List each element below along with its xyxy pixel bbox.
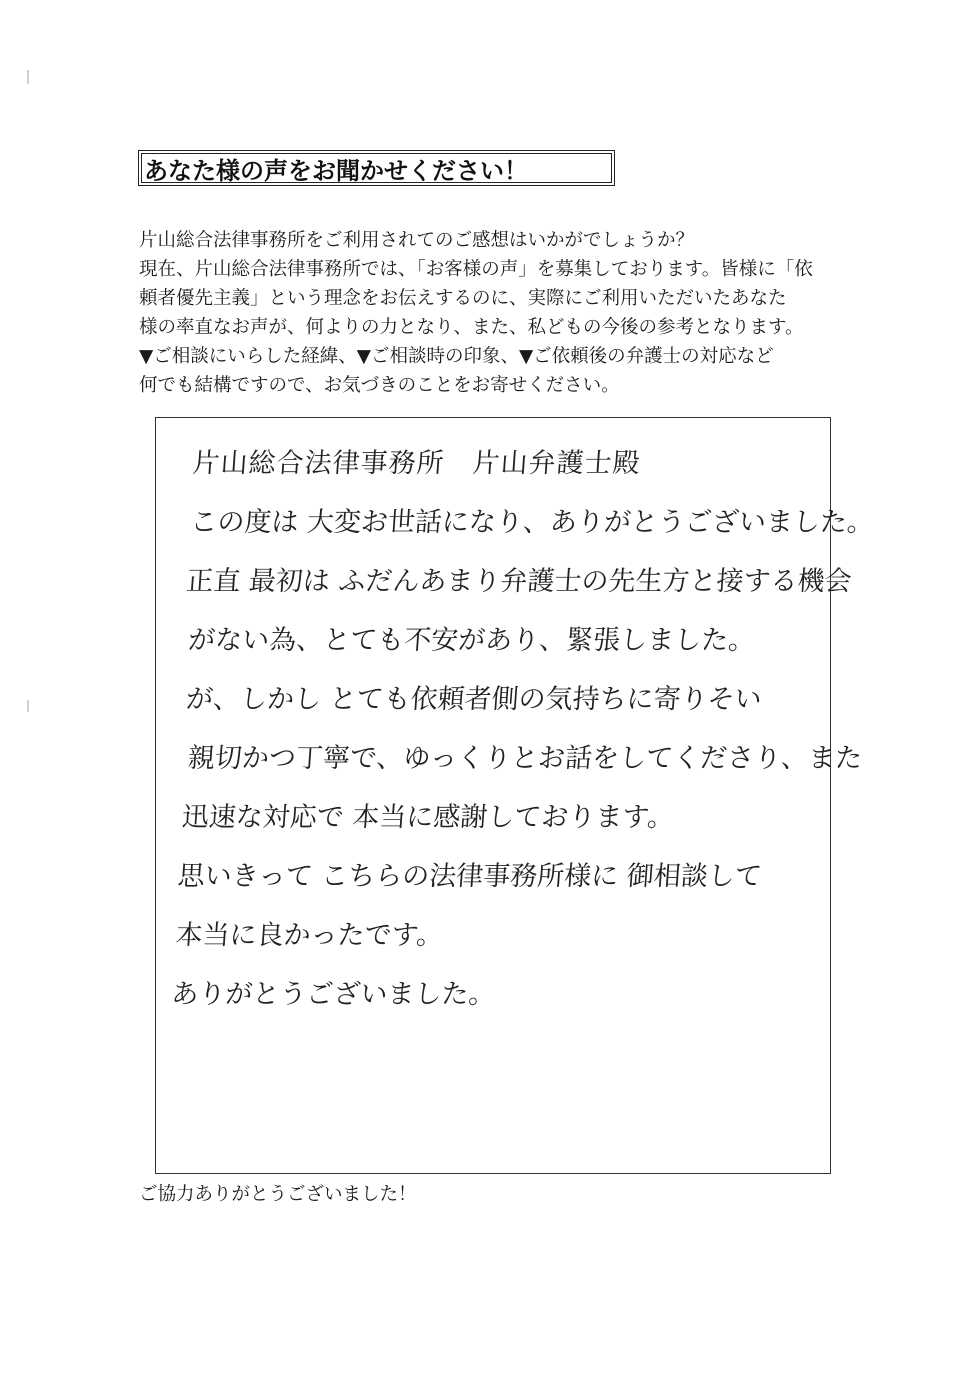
letter-line: 思いきって こちらの法律事務所様に 御相談して [176,861,763,892]
letter-line: 迅速な対応で 本当に感謝しております。 [180,802,676,833]
letter-line: 正直 最初は ふだんあまり弁護士の先生方と接する機会 [185,566,853,597]
intro-paragraph [139,226,859,400]
intro-line: ▼ご相談にいらした経緯、▼ご相談時の印象、▼ご依頼後の弁護士の対応など [139,346,774,367]
handwritten-letter-box [155,417,876,1174]
letter-line: がない為、とても不安があり、緊張しました。 [187,625,757,656]
handwritten-letter [153,434,876,1024]
footer-thanks: ご協力ありがとうございました！ [139,1184,417,1205]
intro-line: 現在、片山総合法律事務所では、「お客様の声」を募集しております。皆様に「依 [139,259,813,280]
letter-line: ありがとうございました。 [170,979,497,1010]
intro-line: 何でも結構ですので、お気づきのことをお寄せください。 [139,375,620,396]
page-title: あなた様の声をお聞かせください！ [144,156,528,185]
intro-line: 様の率直なお声が、何よりの力となり、また、私どもの今後の参考となります。 [139,317,804,338]
letter-line: 片山総合法律事務所 片山弁護士殿 [191,448,642,479]
letter-line: この度は 大変お世話になり、ありがとうございました。 [189,507,876,538]
scan-edge-mark [27,700,29,712]
letter-line: 親切かつ丁寧で、ゆっくりとお話をしてくださり、また [186,743,864,774]
letter-line: 本当に良かったです。 [174,920,445,951]
intro-line: 片山総合法律事務所をご利用されてのご感想はいかがでしょうか？ [139,230,695,251]
intro-line: 頼者優先主義」という理念をお伝えするのに、実際にご利用いただいたあなた [139,288,787,309]
letter-line: が、しかし とても依頼者側の気持ちに寄りそい [184,684,763,715]
scan-edge-mark [27,70,29,84]
title-box [138,150,615,186]
